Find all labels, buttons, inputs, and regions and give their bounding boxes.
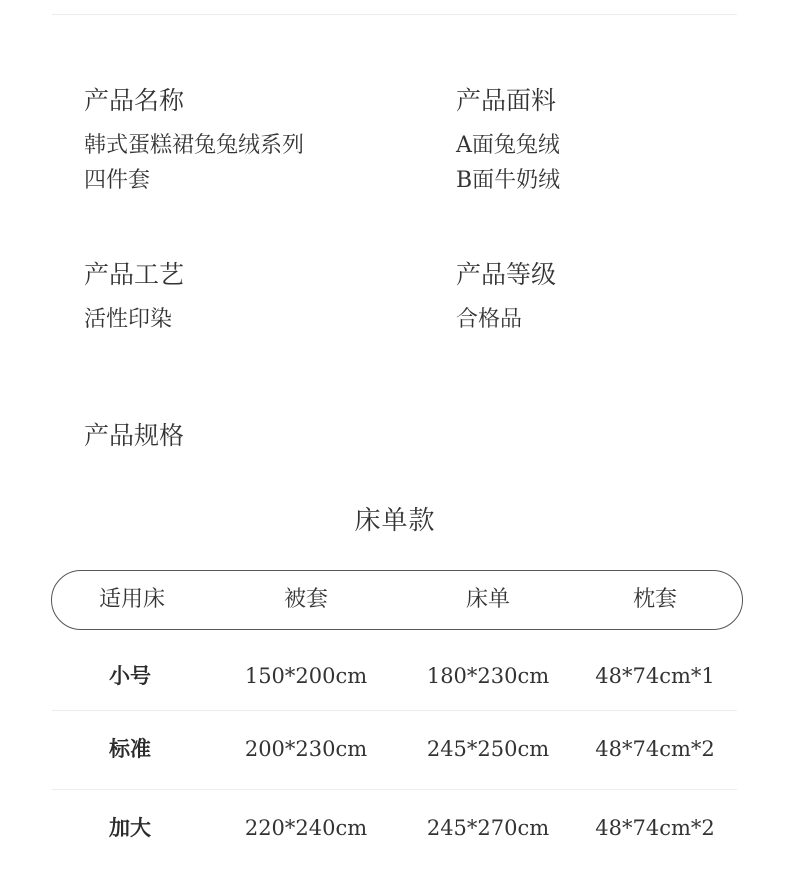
row-divider xyxy=(52,789,737,790)
product-fabric-block xyxy=(456,86,560,198)
row-size: 小号 xyxy=(109,664,151,688)
row-duvet: 200*230cm xyxy=(244,737,368,761)
product-fabric-value-line2: B面牛奶绒 xyxy=(456,168,561,193)
spec-title: 产品规格 xyxy=(84,421,185,450)
row-sheet: 245*250cm xyxy=(426,737,550,761)
row-size: 标准 xyxy=(109,737,151,761)
product-name-block xyxy=(84,86,304,198)
header-duvet-cover: 被套 xyxy=(283,587,329,612)
row-pillow: 48*74cm*2 xyxy=(595,737,715,761)
row-sheet: 180*230cm xyxy=(426,664,550,688)
product-craft-value: 活性印染 xyxy=(84,307,173,332)
row-divider xyxy=(52,710,737,711)
row-duvet: 150*200cm xyxy=(244,664,368,688)
product-grade-block xyxy=(456,260,556,337)
row-size: 加大 xyxy=(109,816,151,840)
spec-subtitle: 床单款 xyxy=(354,506,436,536)
header-bed-size: 适用床 xyxy=(98,587,166,612)
product-fabric-value-line1: A面兔兔绒 xyxy=(456,133,560,158)
product-grade-value: 合格品 xyxy=(456,307,523,332)
product-grade-label: 产品等级 xyxy=(456,260,557,289)
header-pillowcase: 枕套 xyxy=(632,587,678,612)
product-name-label: 产品名称 xyxy=(84,86,185,115)
table-row xyxy=(0,646,790,706)
product-craft-label: 产品工艺 xyxy=(84,260,185,289)
spec-table-header xyxy=(51,570,743,630)
product-name-value-line2: 四件套 xyxy=(84,168,151,193)
row-sheet: 245*270cm xyxy=(426,816,550,840)
row-pillow: 48*74cm*1 xyxy=(595,664,715,688)
product-fabric-label: 产品面料 xyxy=(456,86,557,115)
product-name-value-line1: 韩式蛋糕裙兔兔绒系列 xyxy=(84,133,305,158)
row-pillow: 48*74cm*2 xyxy=(595,816,715,840)
row-duvet: 220*240cm xyxy=(244,816,368,840)
table-row xyxy=(0,798,790,858)
product-craft-block xyxy=(84,260,184,337)
table-row xyxy=(0,719,790,779)
header-bed-sheet: 床单 xyxy=(465,587,511,612)
top-divider xyxy=(52,14,737,15)
